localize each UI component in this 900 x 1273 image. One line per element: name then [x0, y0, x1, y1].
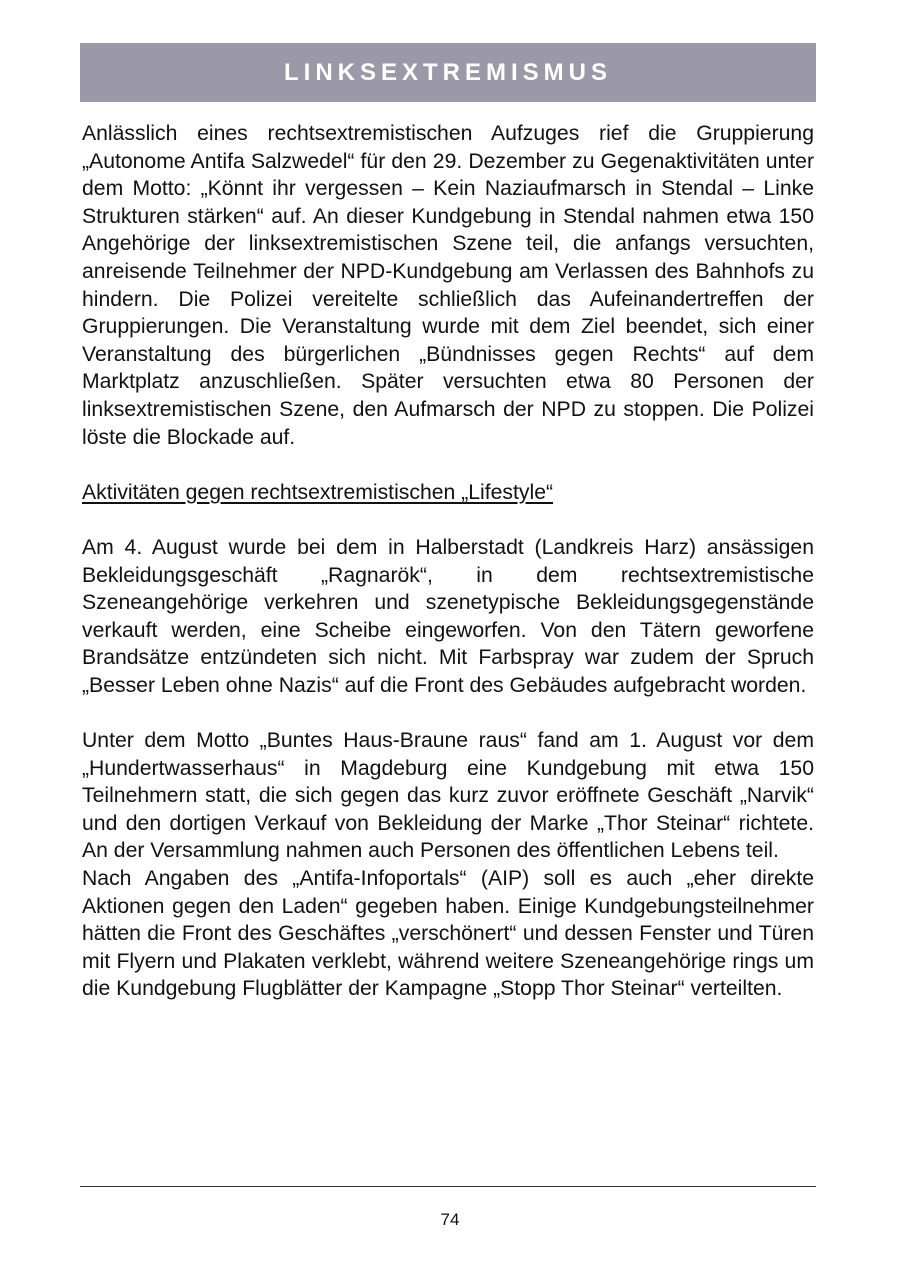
paragraph-stendal: Anlässlich eines rechtsextremistischen Aufzuges rief die Gruppierung „Autonome Antifa Salzwedel“ für den 29. Dezember zu Gegenaktivitäten unter dem Motto: „Könnt ihr vergessen – Kein Naziaufmarsch in Stendal – Linke Strukturen stärken“ auf. An dieser Kundgebung in Stendal nahmen etwa 150 Angehörige der linksextremistischen Szene teil, die anfangs versuchten, anreisende Teilnehmer der NPD-Kundgebung am Verlassen des Bahnhofs zu hindern. Die Polizei vereitelte schließlich das Aufeinandertreffen der Gruppierungen. Die Veranstaltung wurde mit dem Ziel beendet, sich einer Veranstaltung des bürgerlichen „Bündnisses gegen Rechts“ auf dem Marktplatz anzuschließen. Später versuchten etwa 80 Personen der linksextremistischen Szene, den Aufmarsch der NPD zu stoppen. Die Polizei löste die Blockade auf. [82, 122, 814, 449]
paragraph-spacer [82, 506, 814, 534]
page-header-bar [80, 43, 816, 102]
page-content [82, 120, 814, 1003]
footer-divider [80, 1186, 816, 1187]
page-header-title: LINKSEXTREMISMUS [283, 58, 612, 86]
section-heading-lifestyle: Aktivitäten gegen rechtsextremistischen „Lifestyle“ [82, 480, 554, 504]
paragraph-aip: Nach Angaben des „Antifa-Infoportals“ (AIP) soll es auch „eher direkte Aktionen gegen den Laden“ gegeben haben. Einige Kundgebungsteilnehmer hätten die Front des Geschäftes „verschönert“ und dessen Fenster und Türen mit Flyern und Plakaten verklebt, während weitere Szeneangehörige rings um die Kundgebung Flugblätter der Kampagne „Stopp Thor Steinar“ verteilten. [82, 867, 814, 1001]
paragraph-spacer [82, 699, 814, 727]
page-number: 74 [440, 1210, 460, 1229]
paragraph-halberstadt: Am 4. August wurde bei dem in Halberstadt (Landkreis Harz) ansässigen Bekleidungsgeschäft „Ragnarök“, in dem rechtsextremistische Szeneangehörige verkehren und szenetypische Bekleidungsgegenstände verkauft werden, eine Scheibe eingeworfen. Von den Tätern geworfene Brandsätze entzündeten sich nicht. Mit Farbspray war zudem der Spruch „Besser Leben ohne Nazis“ auf die Front des Gebäudes aufgebracht worden. [82, 535, 814, 697]
paragraph-magdeburg: Unter dem Motto „Buntes Haus-Braune raus“ fand am 1. August vor dem „Hundertwasserhaus“ in Magdeburg eine Kundgebung mit etwa 150 Teilnehmern statt, die sich gegen das kurz zuvor eröffnete Geschäft „Narvik“ und den dortigen Verkauf von Bekleidung der Marke „Thor Steinar“ richtete. An der Versammlung nahmen auch Personen des öffentlichen Lebens teil. [82, 729, 814, 863]
paragraph-spacer [82, 451, 814, 479]
